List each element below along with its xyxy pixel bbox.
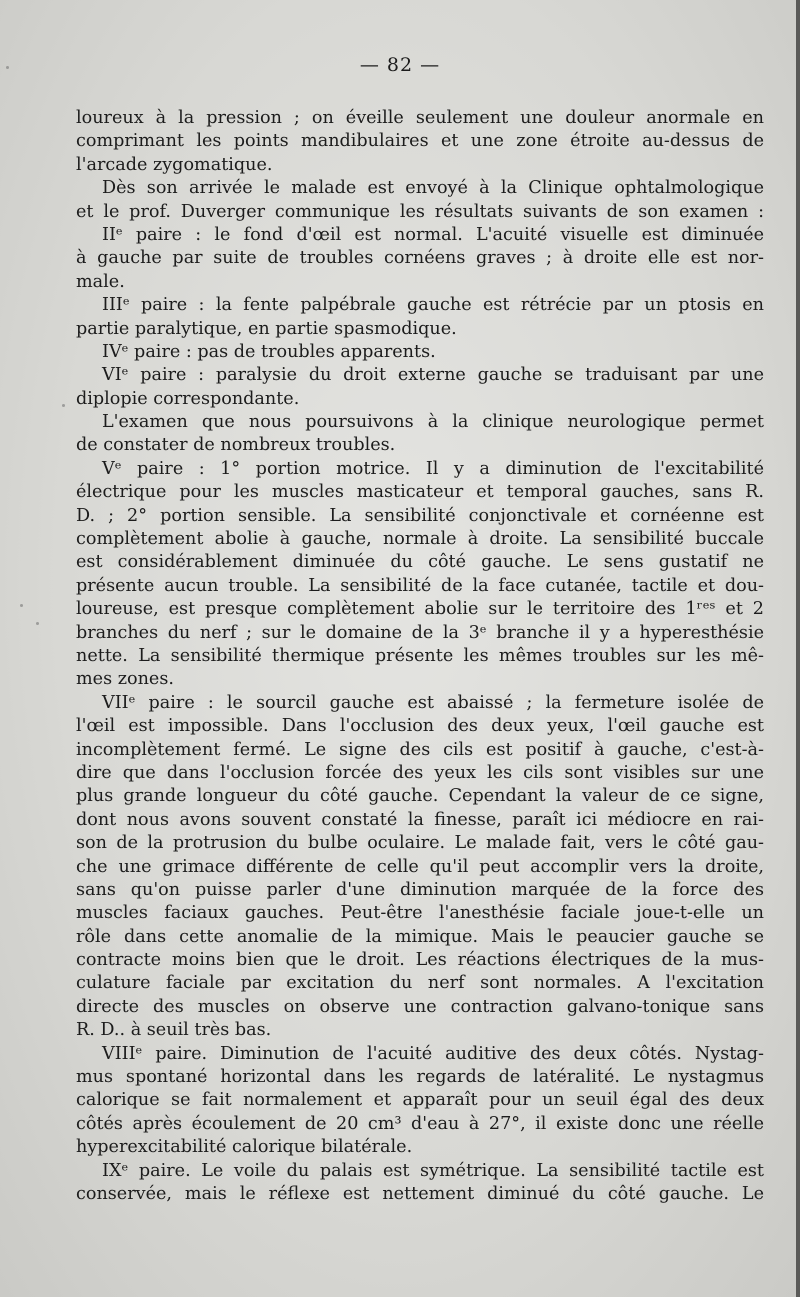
text-line: IIIᵉ paire : la fente palpébrale gauche est rétrécie par un ptosis en bbox=[102, 295, 764, 316]
text-line: comprimant les points mandibulaires et une zone étroite au-dessus de bbox=[76, 131, 764, 152]
text-line: sans qu'on puisse parler d'une diminution marquée de la force des bbox=[76, 879, 764, 900]
text-line: directe des muscles on observe une contraction galvano-tonique sans bbox=[76, 996, 764, 1017]
paper-speck bbox=[62, 404, 65, 407]
text-line: muscles faciaux gauches. Peut-être l'anesthésie faciale joue-t-elle un bbox=[76, 903, 764, 924]
text-line: et le prof. Duverger communique les résultats suivants de son examen : bbox=[76, 201, 764, 222]
text-line: rôle dans cette anomalie de la mimique. Mais le peaucier gauche se bbox=[76, 926, 764, 947]
text-line: IVᵉ paire : pas de troubles apparents. bbox=[102, 341, 436, 362]
text-line: L'examen que nous poursuivons à la clinique neurologique permet bbox=[102, 412, 764, 433]
text-line: côtés après écoulement de 20 cm³ d'eau à 27°, il existe donc une réelle bbox=[76, 1113, 764, 1134]
text-line: mus spontané horizontal dans les regards de latéralité. Le nystagmus bbox=[76, 1067, 764, 1088]
paper-speck bbox=[6, 66, 9, 69]
text-line: incomplètement fermé. Le signe des cils est positif à gauche, c'est-à- bbox=[76, 739, 764, 760]
page-edge-shadow bbox=[796, 0, 800, 1297]
text-line: VIIIᵉ paire. Diminution de l'acuité auditive des deux côtés. Nystag- bbox=[102, 1043, 764, 1064]
text-line: partie paralytique, en partie spasmodique. bbox=[76, 318, 457, 339]
text-line: est considérablement diminuée du côté gauche. Le sens gustatif ne bbox=[76, 552, 764, 573]
text-line: contracte moins bien que le droit. Les réactions électriques de la mus- bbox=[76, 950, 764, 971]
text-line: mes zones. bbox=[76, 669, 174, 690]
paper-speck bbox=[20, 604, 23, 607]
text-line: IXᵉ paire. Le voile du palais est symétrique. La sensibilité tactile est bbox=[102, 1160, 764, 1181]
text-line: électrique pour les muscles masticateur et temporal gauches, sans R. bbox=[76, 482, 764, 503]
text-line: complètement abolie à gauche, normale à droite. La sensibilité buccale bbox=[76, 529, 764, 550]
text-line: Dès son arrivée le malade est envoyé à la Clinique ophtalmologique bbox=[102, 178, 764, 199]
text-line: son de la protrusion du bulbe oculaire. Le malade fait, vers le côté gau- bbox=[76, 833, 764, 854]
text-line: conservée, mais le réflexe est nettement diminué du côté gauche. Le bbox=[76, 1183, 764, 1204]
text-line: VIIᵉ paire : le sourcil gauche est abaissé ; la fermeture isolée de bbox=[102, 692, 764, 713]
text-line: calorique se fait normalement et apparaît pour un seuil égal des deux bbox=[76, 1090, 764, 1111]
text-line: de constater de nombreux troubles. bbox=[76, 435, 396, 456]
text-line: che une grimace différente de celle qu'il peut accomplir vers la droite, bbox=[76, 856, 764, 877]
text-line: hyperexcitabilité calorique bilatérale. bbox=[76, 1137, 413, 1158]
body-text bbox=[76, 107, 764, 1206]
text-line: R. D.. à seuil très bas. bbox=[76, 1020, 272, 1041]
text-line: D. ; 2° portion sensible. La sensibilité conjonctivale et cornéenne est bbox=[76, 505, 764, 526]
text-line: loureux à la pression ; on éveille seulement une douleur anormale en bbox=[76, 108, 764, 128]
text-line: présente aucun trouble. La sensibilité de la face cutanée, tactile et dou- bbox=[76, 575, 764, 596]
text-line: dont nous avons souvent constaté la finesse, paraît ici médiocre en rai- bbox=[76, 809, 764, 830]
text-line: loureuse, est presque complètement abolie sur le territoire des 1ʳᵉˢ et 2 bbox=[76, 599, 764, 620]
text-line: plus grande longueur du côté gauche. Cependant la valeur de ce signe, bbox=[76, 786, 764, 807]
text-line: branches du nerf ; sur le domaine de la 3ᵉ branche il y a hyperesthésie bbox=[76, 622, 764, 643]
text-line: dire que dans l'occlusion forcée des yeux les cils sont visibles sur une bbox=[76, 762, 764, 783]
page-number: — 82 — bbox=[359, 54, 441, 76]
text-line: VIᵉ paire : paralysie du droit externe gauche se traduisant par une bbox=[102, 365, 764, 386]
text-line: l'arcade zygomatique. bbox=[76, 154, 273, 175]
text-line: à gauche par suite de troubles cornéens graves ; à droite elle est nor- bbox=[76, 248, 764, 269]
text-line: IIᵉ paire : le fond d'œil est normal. L'acuité visuelle est diminuée bbox=[102, 224, 764, 245]
text-line: diplopie correspondante. bbox=[76, 388, 300, 409]
paper-speck bbox=[36, 622, 39, 625]
text-line: male. bbox=[76, 271, 125, 292]
text-line: nette. La sensibilité thermique présente les mêmes troubles sur les mê- bbox=[76, 645, 764, 666]
text-line: culature faciale par excitation du nerf sont normales. A l'excitation bbox=[76, 973, 764, 994]
text-line: Vᵉ paire : 1° portion motrice. Il y a diminution de l'excitabilité bbox=[102, 458, 764, 479]
text-line: l'œil est impossible. Dans l'occlusion des deux yeux, l'œil gauche est bbox=[76, 716, 764, 737]
